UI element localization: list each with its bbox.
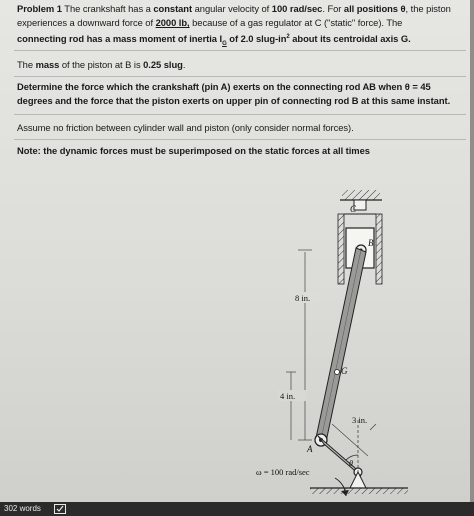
ground-top	[342, 190, 380, 200]
ground-bottom	[310, 488, 408, 494]
statement-line-1: Problem 1 The crankshaft has a constant angular velocity of 100 rad/sec. For all positions θ, the piston	[17, 3, 451, 14]
assumption-statement: Assume no friction between cylinder wall and piston (only consider normal forces).	[17, 122, 354, 133]
cylinder-wall-left	[338, 214, 344, 284]
crank-support	[350, 472, 366, 488]
dim-rod-label: 8 in.	[295, 293, 311, 303]
proofing-icon[interactable]	[54, 504, 66, 514]
mass-statement: The mass of the piston at B is 0.25 slug.	[17, 59, 186, 70]
label-a: A	[307, 444, 313, 454]
dim-ag-label: 4 in.	[280, 391, 296, 401]
statement-line-2: experiences a downward force of 2000 lb, because of a gas regulator at C ("static" force). The	[17, 17, 403, 28]
label-b: B	[368, 238, 374, 248]
omega-label: ω = 100 rad/sec	[256, 467, 310, 477]
label-g: G	[341, 366, 348, 376]
determine-statement: Determine the force which the crankshaft (pin A) exerts on the connecting rod AB when θ = 45 degrees and the force that the piston exerts on upper pin of connecting rod B at this same instant.	[17, 81, 451, 106]
dim-crank-line	[332, 424, 368, 456]
dim-crank-label: 3 in.	[352, 415, 368, 425]
cylinder-wall-right	[376, 214, 382, 284]
label-c: C	[350, 204, 357, 214]
word-count[interactable]: 302 words	[4, 504, 41, 513]
note-statement: Note: the dynamic forces must be superimposed on the static forces at all times	[17, 145, 370, 156]
centroid-g	[335, 370, 340, 375]
statement-line-3: connecting rod has a mass moment of inertia $I_G$ of 2.0 slug-$in^2$ about its centroidal axis G.	[17, 33, 411, 47]
theta-label: θ	[349, 459, 353, 468]
dim-crank-leader	[370, 424, 376, 430]
status-bar	[0, 502, 474, 516]
